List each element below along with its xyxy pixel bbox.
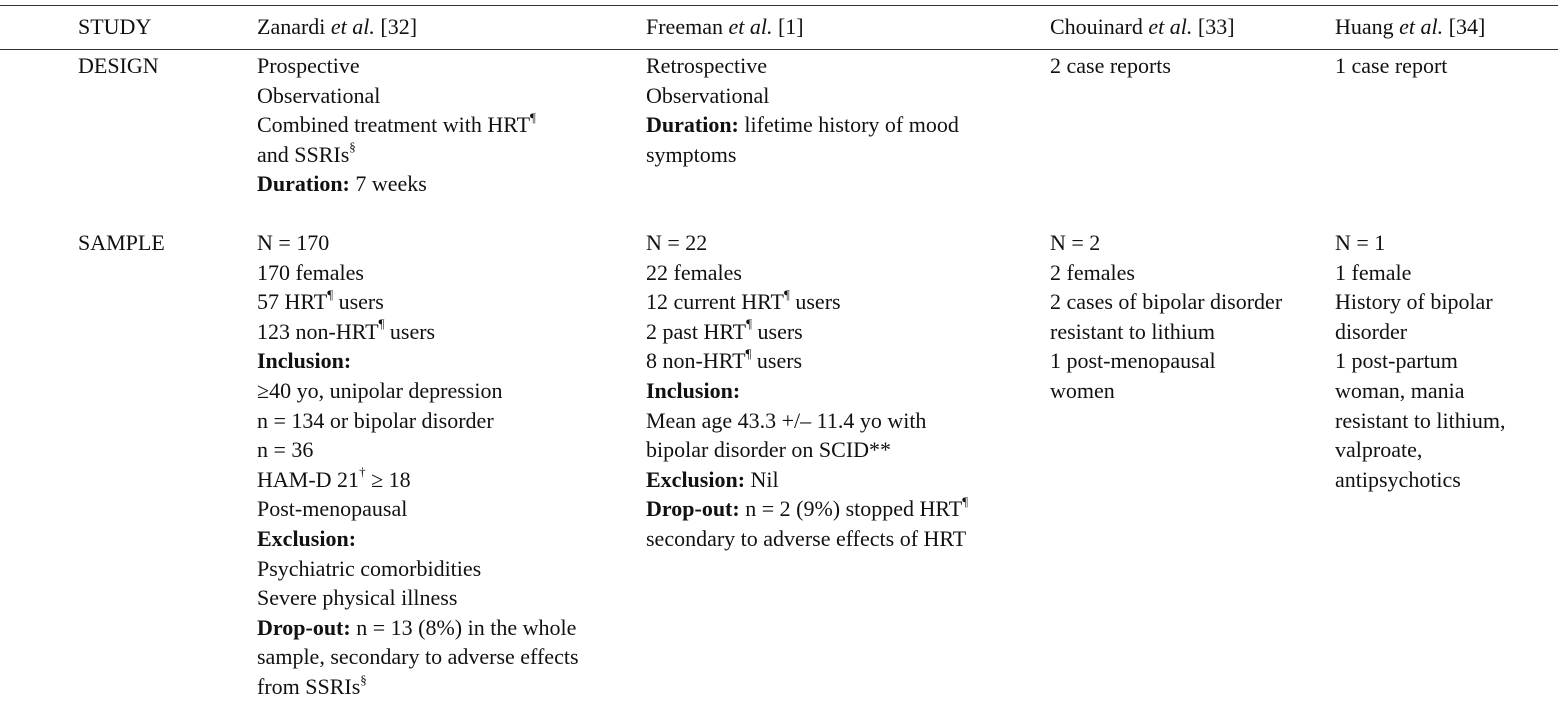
cell-line: Psychiatric comorbidities [257,555,482,581]
design-zanardi-cell [257,51,536,199]
inclusion-label: Inclusion: [257,348,352,374]
cell-text: n = 13 (8%) in the whole [350,614,577,640]
table-header-rule [0,49,1558,50]
header-chouinard [1050,12,1235,42]
footnote-mark: ¶ [746,316,753,332]
cell-line: 170 females [257,259,364,285]
cell-line: 2 females [1050,259,1135,285]
cell-line [646,346,968,376]
header-etal: et al. [1399,14,1444,39]
cell-line: History of bipolar [1335,289,1493,315]
cell-text: 12 current HRT [646,289,784,315]
cell-line: 2 case reports [1050,53,1171,78]
cell-line: N = 1 [1335,230,1386,255]
row-label-sample [78,228,165,258]
cell-text: Combined treatment with HRT [257,112,531,138]
cell-text: 57 HRT [257,289,328,315]
sample-label: SAMPLE [78,230,165,255]
cell-line: Mean age 43.3 +/– 11.4 yo with [646,407,927,433]
cell-line: n = 134 or bipolar disorder [257,407,494,433]
cell-text: from SSRIs [257,673,361,699]
duration-label: Duration: [257,171,350,197]
cell-line [646,317,968,347]
header-author: Chouinard [1050,14,1143,39]
header-author: Zanardi [257,14,326,39]
cell-text: users [752,318,803,344]
design-huang-cell [1335,51,1447,81]
cell-line [257,465,579,495]
cell-line: disorder [1335,318,1408,344]
header-study-label: STUDY [78,14,152,39]
design-label: DESIGN [78,53,159,78]
cell-line: 1 post-partum [1335,348,1458,374]
cell-text: and SSRIs [257,141,350,167]
footnote-mark: § [360,671,367,687]
cell-line [646,465,968,495]
inclusion-label: Inclusion: [646,377,741,403]
sample-freeman-cell [646,228,968,554]
cell-line: Retrospective [646,53,767,78]
cell-line: resistant to lithium, [1335,407,1506,433]
cell-text: users [384,318,436,344]
cell-line: sample, secondary to adverse effects [257,644,579,670]
duration-value: lifetime history of mood [738,112,959,138]
header-study [78,12,151,42]
cell-line [257,672,579,702]
cell-text: n = 2 (9%) stopped HRT [739,496,963,522]
cell-text: 8 non-HRT [646,348,746,374]
cell-line: N = 22 [646,230,708,255]
cell-text: users [751,348,803,374]
cell-line [257,317,579,347]
header-huang [1335,12,1485,42]
cell-line: Post-menopausal [257,496,408,522]
cell-line: 1 female [1335,259,1412,285]
cell-line: bipolar disorder on SCID** [646,437,892,463]
design-chouinard-cell [1050,51,1171,81]
footnote-mark: ¶ [962,494,969,510]
cell-line: N = 2 [1050,230,1101,255]
cell-text: Nil [745,466,779,492]
header-author: Huang [1335,14,1394,39]
cell-line [257,613,579,643]
footnote-mark: § [349,139,356,155]
cell-text: 123 non-HRT [257,318,379,344]
footnote-mark: ¶ [783,286,790,302]
header-etal: et al. [330,14,375,39]
header-ref: [33] [1197,14,1235,39]
header-etal: et al. [1148,14,1193,39]
cell-text: users [333,289,384,315]
cell-line: symptoms [646,141,737,167]
cell-line: resistant to lithium [1050,318,1215,344]
exclusion-label: Exclusion: [646,466,746,492]
cell-line: ≥40 yo, unipolar depression [257,377,503,403]
cell-text: users [789,289,841,315]
cell-line [257,110,536,140]
cell-line: N = 170 [257,230,330,255]
cell-line: women [1050,377,1115,403]
cell-line: Observational [257,82,381,108]
footnote-mark: † [359,464,366,480]
sample-huang-cell [1335,228,1506,494]
cell-line [646,287,968,317]
cell-line [257,169,536,199]
row-label-design [78,51,159,81]
cell-line: antipsychotics [1335,466,1461,492]
sample-chouinard-cell [1050,228,1282,406]
duration-label: Duration: [646,112,739,138]
footnote-mark: ¶ [530,109,536,125]
cell-text: ≥ 18 [365,466,411,492]
cell-line: valproate, [1335,437,1423,463]
cell-line: 1 case report [1335,53,1448,78]
cell-text: 2 past HRT [646,318,747,344]
cell-line [646,494,968,524]
sample-zanardi-cell [257,228,579,702]
cell-line: Observational [646,82,770,108]
exclusion-label: Exclusion: [257,525,357,551]
design-freeman-cell [646,51,959,169]
header-ref: [32] [380,14,418,39]
footnote-mark: ¶ [745,346,752,362]
cell-line [257,287,579,317]
header-ref: [1] [777,14,804,39]
cell-line: 22 females [646,259,742,285]
cell-line: n = 36 [257,437,314,463]
cell-line: woman, mania [1335,377,1465,403]
cell-line: 1 post-menopausal [1050,348,1216,374]
footnote-mark: ¶ [327,286,334,302]
cell-line [257,140,536,170]
cell-line: secondary to adverse effects of HRT [646,525,967,551]
header-etal: et al. [728,14,773,39]
duration-value: 7 weeks [349,171,427,197]
cell-line: Severe physical illness [257,585,458,611]
dropout-label: Drop-out: [646,496,740,522]
table-top-rule [0,5,1558,6]
header-author: Freeman [646,14,723,39]
header-ref: [34] [1448,14,1486,39]
cell-text: HAM-D 21 [257,466,360,492]
cell-line [646,110,959,140]
cell-line: 2 cases of bipolar disorder [1050,289,1283,315]
cell-line: Prospective [257,53,360,78]
footnote-mark: ¶ [378,316,385,332]
header-freeman [646,12,804,42]
header-zanardi [257,12,417,42]
dropout-label: Drop-out: [257,614,351,640]
